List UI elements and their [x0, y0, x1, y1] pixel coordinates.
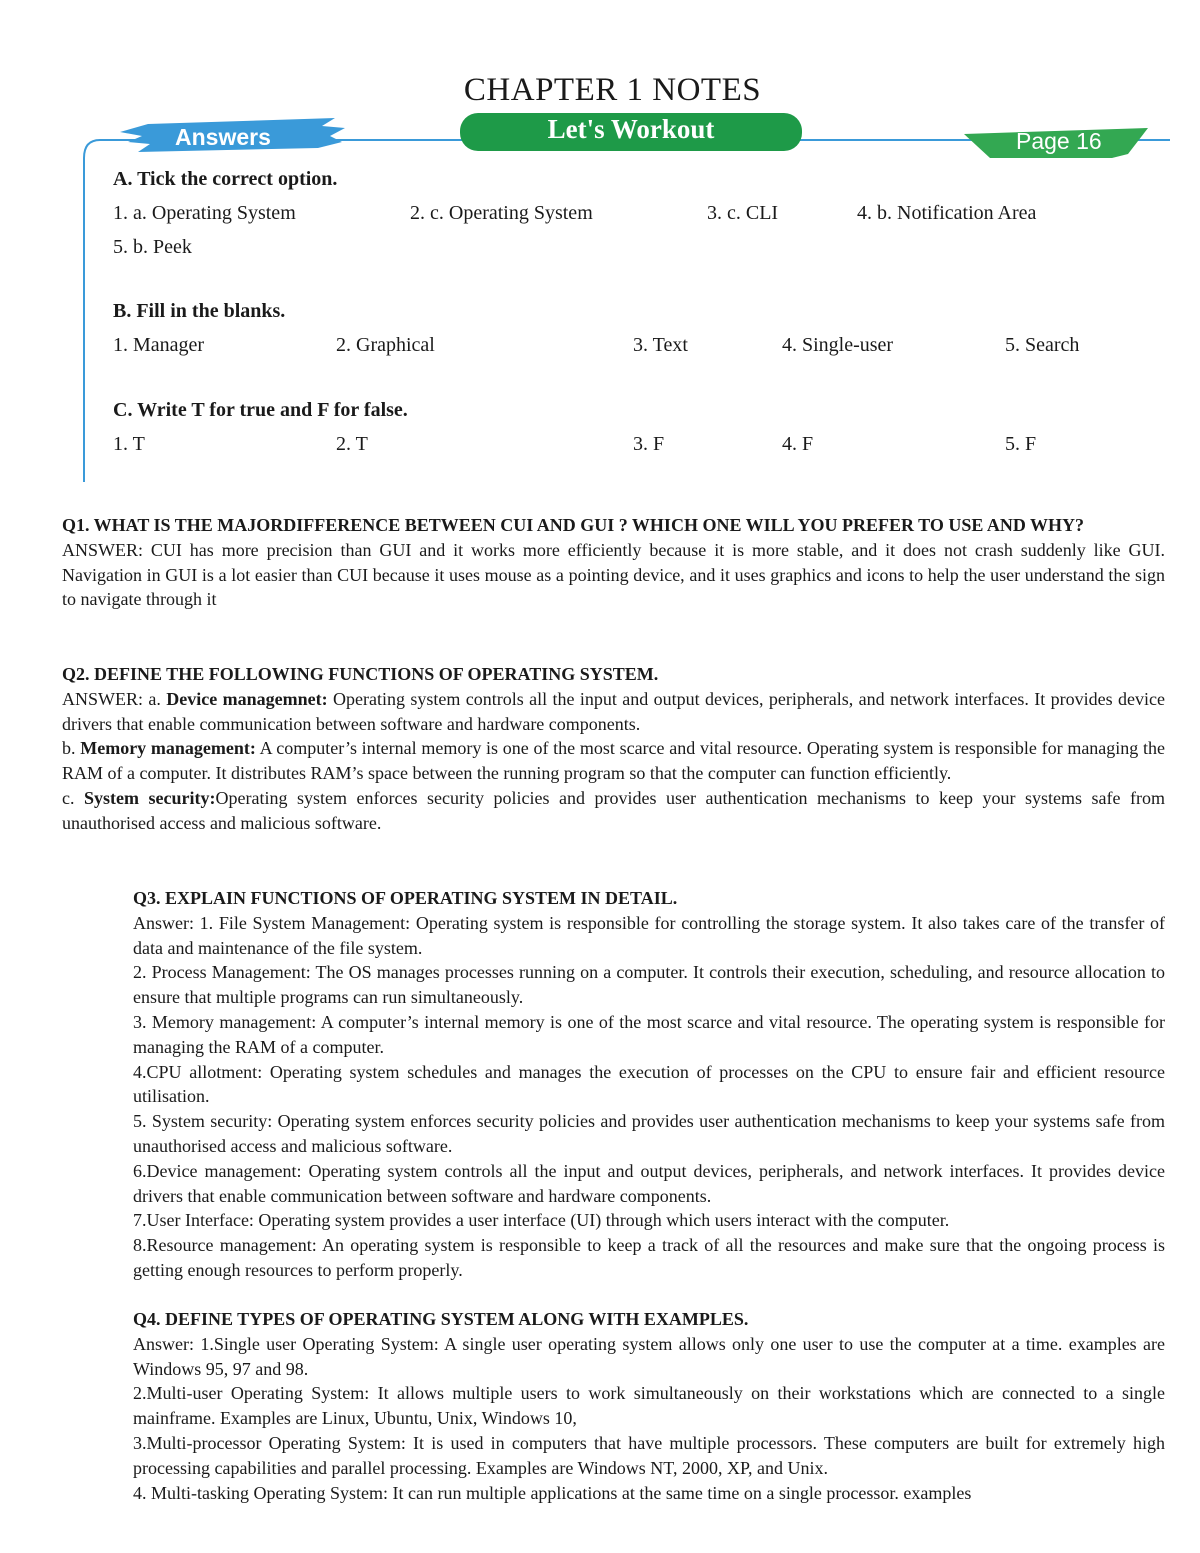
- answer-memory-management: [62, 736, 1165, 786]
- section-a-heading: A. Tick the correct option.: [113, 168, 338, 190]
- definition-device-management: Operating system controls all the input and output devices, peripherals, and network interfaces. It provides device drivers that enable communication between software and hardware components.: [62, 688, 1165, 734]
- list-item: 5. System security: Operating system enforces security policies and provides user authentication mechanisms to keep your systems safe from unauthorised access and malicious software.: [133, 1111, 1165, 1156]
- term-system-security: System security:: [84, 787, 216, 808]
- list-item: 4.CPU allotment: Operating system schedules and manages the execution of processes on the CPU to ensure fair and efficient resource utilisation.: [133, 1061, 1165, 1107]
- question-4-heading: Q4. DEFINE TYPES OF OPERATING SYSTEM ALONG WITH EXAMPLES.: [133, 1309, 749, 1329]
- list-item: 4. Multi-tasking Operating System: It can run multiple applications at the same time on a single processor. examples: [133, 1482, 972, 1503]
- section-c-answer: 2. T: [336, 433, 368, 455]
- section-a-answer: 2. c. Operating System: [410, 202, 593, 224]
- answer-device-management: [62, 687, 1165, 737]
- question-2-heading: Q2. DEFINE THE FOLLOWING FUNCTIONS OF OPERATING SYSTEM.: [62, 664, 659, 684]
- section-b-answer: 4. Single-user: [782, 334, 894, 356]
- section-b-answer: 2. Graphical: [336, 334, 435, 356]
- answers-tab-label: Answers: [175, 124, 271, 150]
- section-a-answer: 3. c. CLI: [707, 202, 779, 224]
- section-b-answer: 5. Search: [1005, 334, 1080, 356]
- section-a-answer: 5. b. Peek: [113, 236, 192, 258]
- section-a-answer: 1. a. Operating System: [113, 202, 296, 224]
- list-item: 8.Resource management: An operating system is responsible to keep a track of all the resources and make sure that the ongoing process is getting enough resources to perform properly.: [133, 1235, 1165, 1280]
- section-c-answer: 1. T: [113, 433, 145, 455]
- list-item: Answer: 1.Single user Operating System: A single user operating system allows only one user to use the computer at a time. examples are Windows 95, 97 and 98.: [133, 1333, 1165, 1379]
- answers-panel: [0, 110, 1200, 490]
- list-item: 2.Multi-user Operating System: It allows multiple users to work simultaneously on their workstations which are connected to a single mainframe. Examples are Linux, Ubuntu, Unix, Windows 10,: [133, 1383, 1165, 1429]
- question-3: [133, 886, 1165, 1283]
- lets-workout-tab-label: Let's Workout: [547, 114, 715, 144]
- section-b-heading: B. Fill in the blanks.: [113, 300, 286, 322]
- list-item: 3.Multi-processor Operating System: It is used in computers that have multiple processors. These computers are built for extremely high processing capabilities and parallel processing. Examples are Windows NT, 2000, XP, and Unix.: [133, 1432, 1165, 1478]
- question-1-heading: Q1. WHAT IS THE MAJORDIFFERENCE BETWEEN CUI AND GUI ? WHICH ONE WILL YOU PREFER TO USE AND WHY?: [62, 515, 1085, 535]
- question-2: [62, 662, 1165, 836]
- term-memory-management: Memory management:: [80, 738, 256, 759]
- section-a-answer: 4. b. Notification Area: [857, 202, 1037, 224]
- section-c-answer: 3. F: [633, 433, 665, 455]
- term-device-management: Device managemnet:: [166, 688, 328, 709]
- list-item: Answer: 1. File System Management: Operating system is responsible for controlling the storage system. It also takes care of the transfer of data and maintenance of the file system.: [133, 912, 1165, 958]
- answer-prefix: ANSWER: a.: [62, 688, 167, 709]
- section-b-answer: 1. Manager: [113, 334, 205, 356]
- question-1: [62, 513, 1165, 612]
- section-b-answer: 3. Text: [633, 334, 688, 356]
- page-number-tab-label: Page 16: [1016, 128, 1102, 154]
- question-1-answer: ANSWER: CUI has more precision than GUI and it works more efficiently because it is more stable, and it does not crash suddenly like GUI. Navigation in GUI is a lot easier than CUI because it uses mouse as a pointing device, and it uses graphics and icons to help the user understand the sign to navigate through it: [62, 539, 1165, 610]
- answer-system-security: [62, 786, 1165, 836]
- section-c-answer: 4. F: [782, 433, 814, 455]
- section-c-heading: C. Write T for true and F for false.: [113, 399, 408, 421]
- question-4: [133, 1307, 1165, 1505]
- definition-system-security: Operating system enforces security policies and provides user authentication mechanisms to keep your systems safe from unauthorised access and malicious software.: [62, 787, 1165, 833]
- list-item: 7.User Interface: Operating system provides a user interface (UI) through which users interact with the computer.: [133, 1210, 950, 1231]
- list-item: 2. Process Management: The OS manages processes running on a computer. It controls their execution, scheduling, and resource allocation to ensure that multiple programs can run simultaneously.: [133, 962, 1165, 1008]
- answer-prefix: b.: [62, 738, 81, 759]
- definition-memory-management: A computer’s internal memory is one of the most scarce and vital resource. Operating system is responsible for managing the RAM of a computer. It distributes RAM’s space between the running program so that the computer can function efficiently.: [62, 738, 1165, 784]
- page-title: CHAPTER 1 NOTES: [463, 72, 762, 108]
- list-item: 6.Device management: Operating system controls all the input and output devices, peripherals, and network interfaces. It provides device drivers that enable communication between software and hardware components.: [133, 1160, 1165, 1206]
- question-3-heading: Q3. EXPLAIN FUNCTIONS OF OPERATING SYSTEM IN DETAIL.: [133, 888, 678, 908]
- list-item: 3. Memory management: A computer’s internal memory is one of the most scarce and vital resource. The operating system is responsible for managing the RAM of a computer.: [133, 1011, 1165, 1057]
- section-c-answer: 5. F: [1005, 433, 1037, 455]
- answer-prefix: c.: [62, 787, 85, 808]
